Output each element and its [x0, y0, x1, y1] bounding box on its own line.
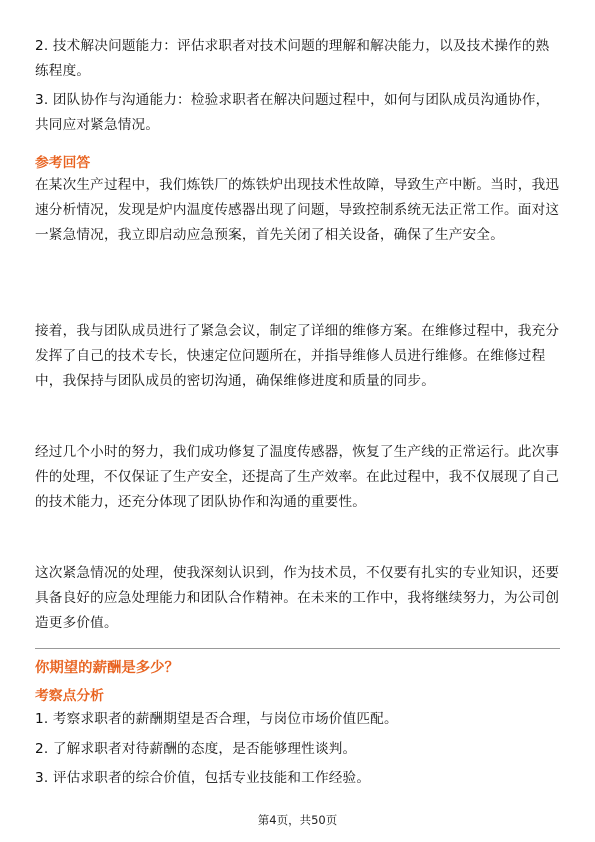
criteria-item-3: 3. 团队协作与沟通能力：检验求职者在解决问题过程中，如何与团队成员沟通协作，共同应对紧急情况。: [35, 92, 550, 133]
page-footer: 第4页，共50页: [257, 813, 338, 827]
analysis-heading: 考察点分析: [35, 688, 104, 704]
reference-answer-heading: 参考回答: [35, 155, 91, 171]
answer-paragraph-2: 接着，我与团队成员进行了紧急会议，制定了详细的维修方案。在维修过程中，我充分发挥了自己的技术专长，快速定位问题所在，并指导维修人员进行维修。在维修过程中，我保持与团队成员的密切沟通，确保维修进度和质量的同步。: [35, 323, 560, 389]
answer-paragraph-1: 在某次生产过程中，我们炼铁厂的炼铁炉出现技术性故障，导致生产中断。当时，我迅速分析情况，发现是炉内温度传感器出现了问题，导致控制系统无法正常工作。面对这一紧急情况，我立即启动应急预案，首先关闭了相关设备，确保了生产安全。: [35, 177, 560, 243]
analysis-item-1: 1. 考察求职者的薪酬期望是否合理，与岗位市场价值匹配。: [35, 711, 398, 727]
answer-paragraph-3: 经过几个小时的努力，我们成功修复了温度传感器，恢复了生产线的正常运行。此次事件的处理，不仅保证了生产安全，还提高了生产效率。在此过程中，我不仅展现了自己的技术能力，还充分体现了团队协作和沟通的重要性。: [35, 444, 560, 510]
analysis-item-2: 2. 了解求职者对待薪酬的态度，是否能够理性谈判。: [35, 741, 357, 757]
section-divider: [35, 648, 560, 649]
document-page: [35, 0, 560, 842]
criteria-item-2: 2. 技术解决问题能力：评估求职者对技术问题的理解和解决能力，以及技术操作的熟练程度。: [35, 38, 550, 79]
answer-paragraph-4: 这次紧急情况的处理，使我深刻认识到，作为技术员，不仅要有扎实的专业知识，还要具备良好的应急处理能力和团队合作精神。在未来的工作中，我将继续努力，为公司创造更多价值。: [35, 565, 560, 631]
question-title: 你期望的薪酬是多少？: [35, 660, 179, 676]
analysis-item-3: 3. 评估求职者的综合价值，包括专业技能和工作经验。: [35, 770, 371, 786]
